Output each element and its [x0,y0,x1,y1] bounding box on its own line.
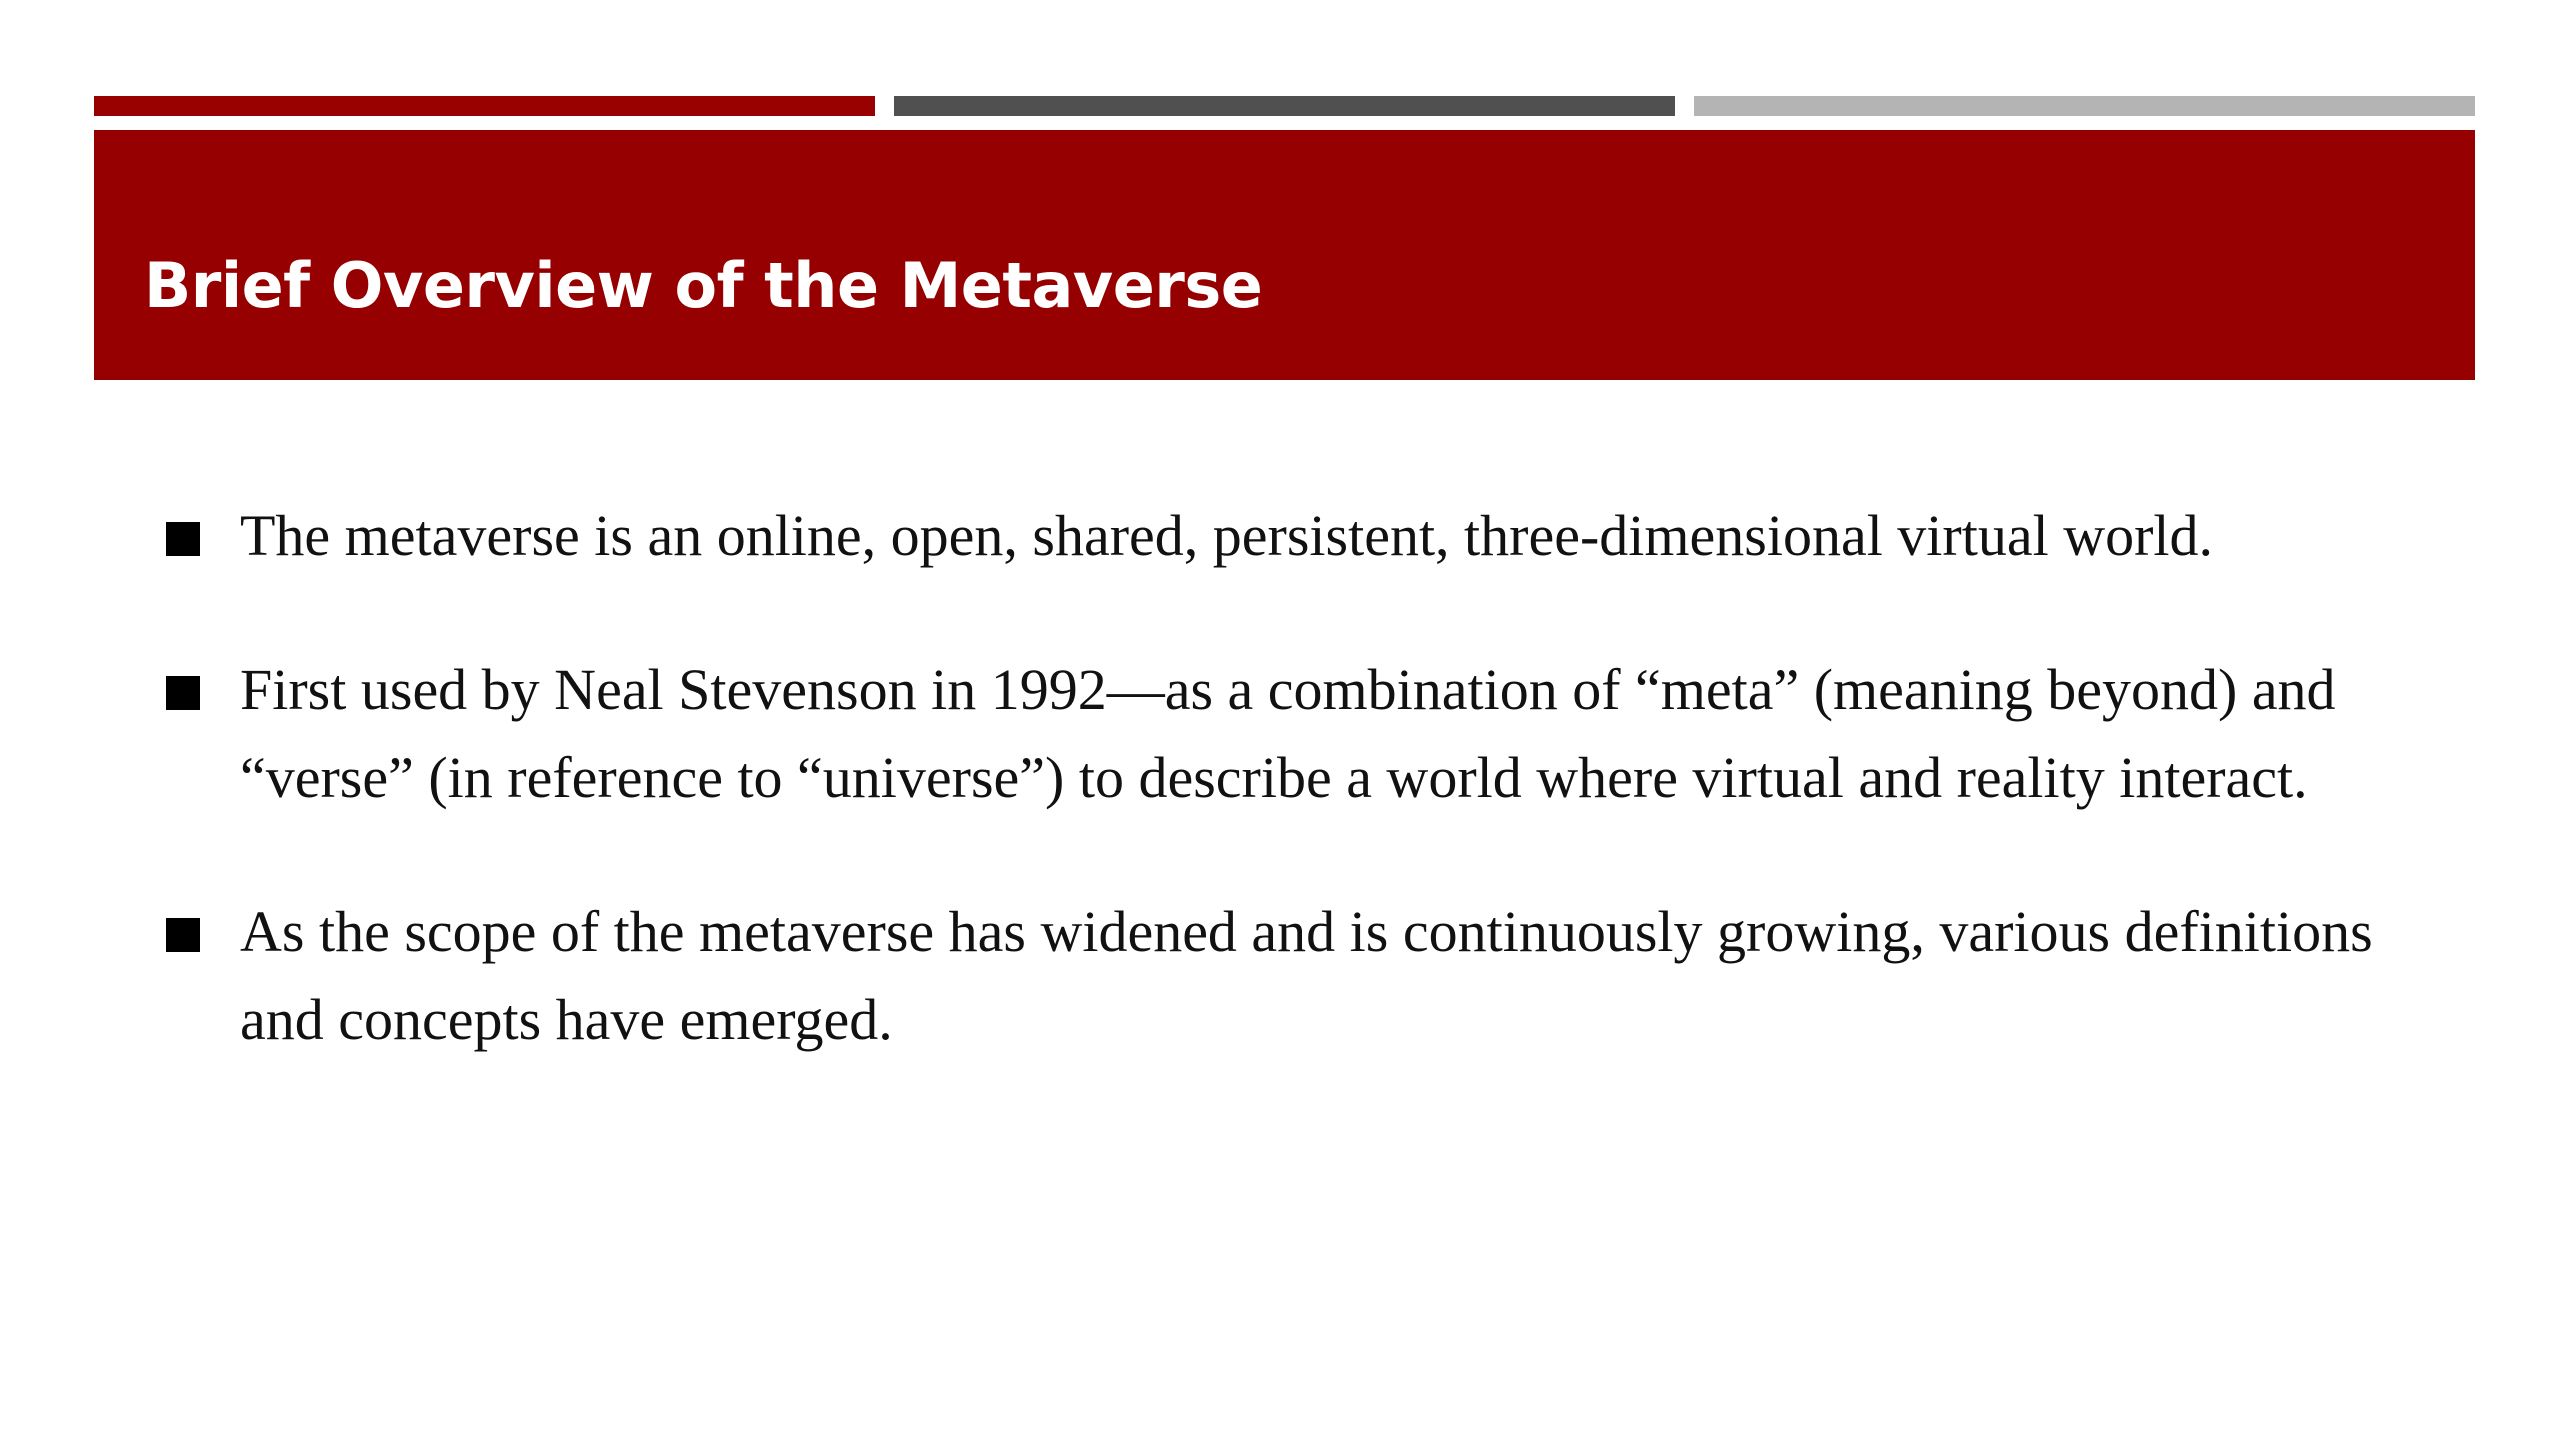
bullet-list [160,492,2460,1130]
square-bullet-icon [166,676,200,710]
bullet-text: The metaverse is an online, open, shared, persistent, three-dimensional virtual world. [240,503,2214,568]
bullet-item [160,888,2460,1064]
accent-bar-dark-gray [894,96,1675,116]
title-banner [94,130,2475,380]
accent-bar-light-gray [1694,96,2475,116]
accent-bar-red [94,96,875,116]
bullet-item [160,646,2460,822]
bullet-text: As the scope of the metaverse has widened and is continuously growing, various definitions and concepts have emerged. [240,899,2373,1052]
square-bullet-icon [166,522,200,556]
slide-title: Brief Overview of the Metaverse [144,249,1263,322]
bullet-text: First used by Neal Stevenson in 1992—as a combination of “meta” (meaning beyond) and “verse” (in reference to “universe”) to describe a world where virtual and reality interact. [240,657,2336,810]
square-bullet-icon [166,918,200,952]
bullet-item [160,492,2460,580]
